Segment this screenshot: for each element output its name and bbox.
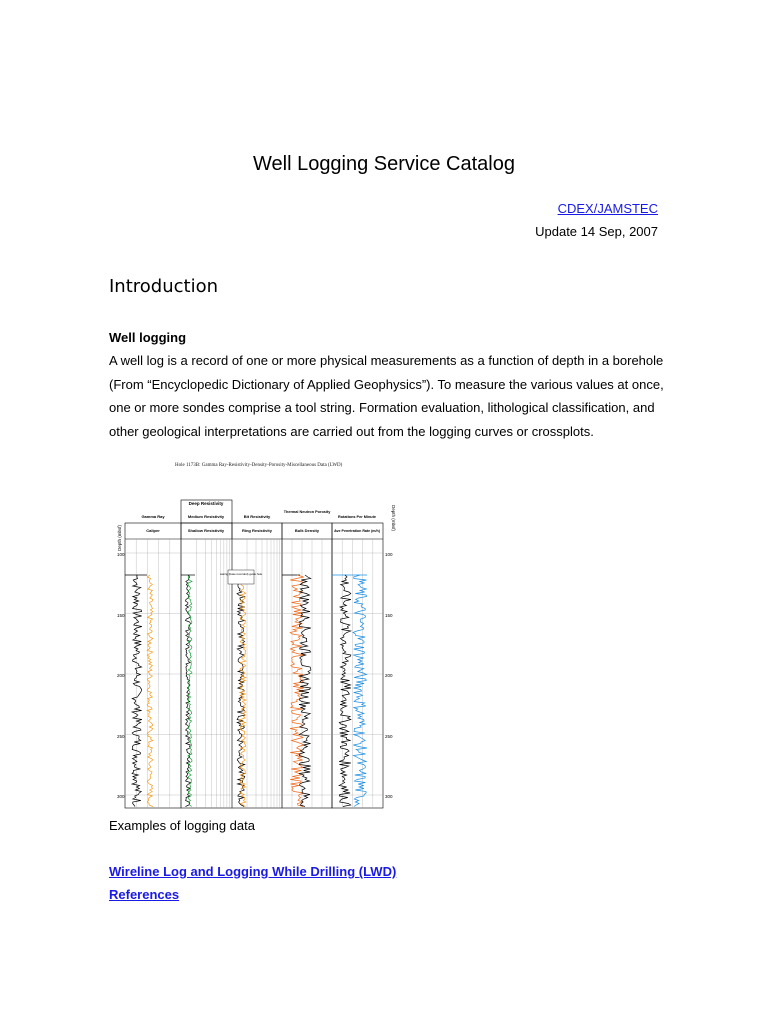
track-header-gamma-ray: Gamma Ray xyxy=(141,514,165,519)
depth-tick: 100 xyxy=(385,552,393,557)
caliper-curve xyxy=(147,575,153,807)
track-header-bulk-density: Bulk Density xyxy=(294,528,320,533)
depth-tick: 150 xyxy=(385,613,393,618)
depth-axis-label-left: Depth (mbsf) xyxy=(117,525,122,552)
track-header-rop: Ave Penetration Rate (m/h) xyxy=(334,529,380,533)
depth-tick: 250 xyxy=(385,734,393,739)
depth-tick: 200 xyxy=(117,673,125,678)
ring-resistivity-curve xyxy=(240,575,246,807)
track-header-medium-resistivity: Medium Resistivity xyxy=(187,514,225,519)
track-header-bit-resistivity: Bit Resistivity xyxy=(243,514,271,519)
org-link[interactable]: CDEX/JAMSTEC xyxy=(557,201,658,216)
references-link[interactable]: References xyxy=(109,887,180,902)
well-log-figure xyxy=(105,495,395,810)
track-header-shallow-resistivity: Shallow Resistivity xyxy=(187,528,225,533)
deep-resistivity-curve xyxy=(186,575,191,807)
rop-curve xyxy=(353,575,367,807)
depth-tick: 100 xyxy=(117,552,125,557)
intro-paragraph: A well log is a record of one or more physical measurements as a function of depth in a borehole (From “Encyclopedic Dictionary of Applied Geophysics”). To measure the various values at once, one or more sondes comprise a tool string. Formation evaluation, lithological classification, and other geological interpretations are carried out from the logging curves or crossplots. xyxy=(109,353,664,439)
depth-tick: 200 xyxy=(385,673,393,678)
page-title: Well Logging Service Catalog xyxy=(252,153,515,175)
figure-caption: Examples of logging data xyxy=(109,818,255,833)
figure-top-caption: Hole 1173B: Gamma Ray-Resistivity-Density-Porosity-Miscellaneous Data (LWD) xyxy=(175,463,343,468)
depth-axis-label-right: Depth (mbsf) xyxy=(391,505,396,532)
subheading: Well logging xyxy=(109,330,187,345)
depth-tick: 300 xyxy=(117,794,125,799)
depth-tick: 150 xyxy=(117,613,125,618)
update-date: Update 14 Sep, 2007 xyxy=(535,224,658,239)
shallow-resistivity-curve xyxy=(188,575,192,807)
track-header-caliper: Caliper xyxy=(146,528,160,533)
gamma-ray-curve xyxy=(132,575,142,807)
section-heading: Introduction xyxy=(109,276,219,297)
depth-tick: 300 xyxy=(385,794,393,799)
track-header-rpm: Rotations Per Minute xyxy=(338,515,376,519)
casing-annotation: casing (base recorded) guide hole xyxy=(219,572,263,576)
rpm-curve xyxy=(339,575,351,807)
depth-tick: 250 xyxy=(117,734,125,739)
track-header-deep-resistivity: Deep Resistivity xyxy=(188,501,224,506)
track-header-ring-resistivity: Ring Resistivity xyxy=(241,528,273,533)
track-header-thermal-neutron: Thermal Neutron Porosity xyxy=(283,510,331,514)
wireline-lwd-link[interactable]: Wireline Log and Logging While Drilling (LWD) xyxy=(109,864,397,879)
